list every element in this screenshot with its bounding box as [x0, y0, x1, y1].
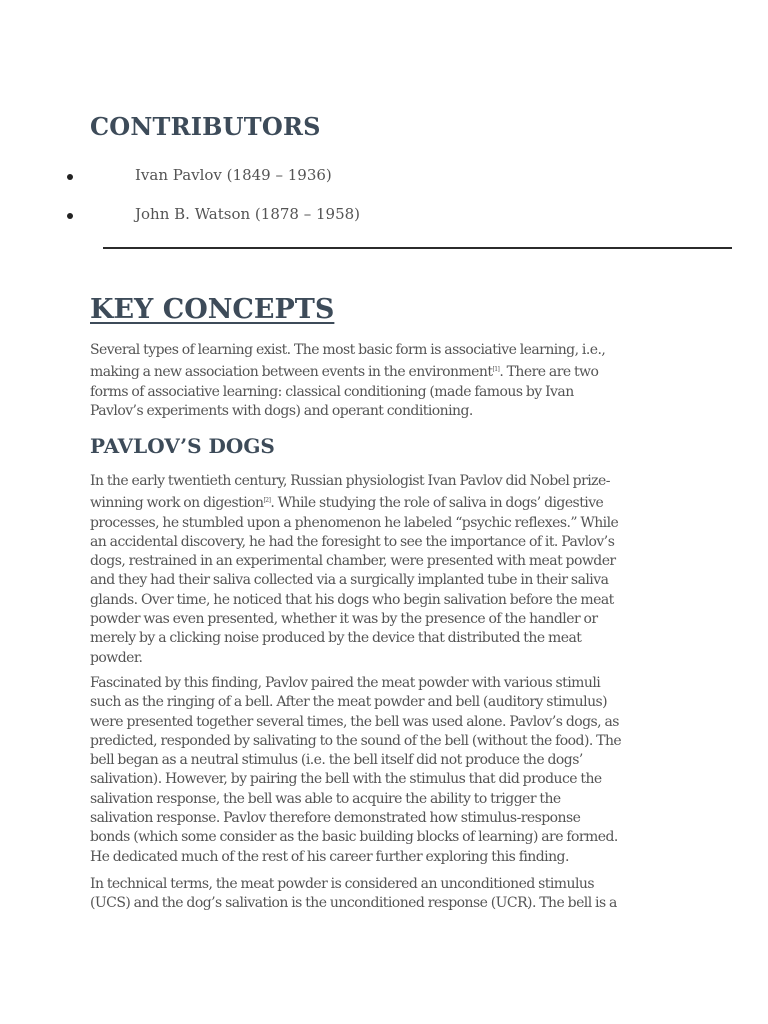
- text-line: bonds (which some consider as the basic building blocks of learning) are formed.: [90, 829, 618, 846]
- pavlovs-dogs-heading: PAVLOV’S DOGS: [90, 434, 275, 458]
- footnote-ref[interactable]: [1]: [492, 366, 500, 374]
- text-line: dogs, restrained in an experimental chamber, were presented with meat powder: [90, 553, 616, 570]
- text-line: salivation response. Pavlov therefore demonstrated how stimulus-response: [90, 810, 581, 827]
- pavlov-paragraph-1: [90, 472, 682, 668]
- list-item: [0, 205, 600, 227]
- text-line: Several types of learning exist. The most basic form is associative learning, i.e.,: [90, 342, 606, 358]
- text-line: such as the ringing of a bell. After the meat powder and bell (auditory stimulus): [90, 694, 608, 711]
- key-concepts-heading: KEY CONCEPTS: [90, 294, 335, 325]
- text-line: powder.: [90, 649, 143, 666]
- text-line: powder was even presented, whether it was by the presence of the handler or: [90, 611, 598, 628]
- text-line: He dedicated much of the rest of his career further exploring this finding.: [90, 848, 569, 865]
- contributors-heading: CONTRIBUTORS: [90, 112, 321, 141]
- pavlov-paragraph-2: [90, 674, 682, 867]
- contributor-name: John B. Watson (1878 – 1958): [135, 205, 361, 223]
- text-line: [90, 491, 682, 513]
- text-line: bell began as a neutral stimulus (i.e. the bell itself did not produce the dogs’: [90, 752, 583, 769]
- text-line: forms of associative learning: classical conditioning (made famous by Ivan: [90, 383, 574, 400]
- text-line: salivation response, the bell was able to acquire the ability to trigger the: [90, 790, 561, 807]
- text-span: . While studying the role of saliva in dogs’ digestive: [270, 495, 604, 512]
- text-span: . There are two: [499, 364, 599, 381]
- text-line: merely by a clicking noise produced by the device that distributed the meat: [90, 630, 582, 647]
- footnote-ref[interactable]: [2]: [263, 497, 271, 505]
- text-line: an accidental discovery, he had the foresight to see the importance of it. Pavlov’s: [90, 533, 615, 550]
- text-span: making a new association between events in the environment: [90, 364, 493, 381]
- section-divider: [103, 247, 732, 249]
- text-line: and they had their saliva collected via a surgically implanted tube in their saliva: [90, 572, 609, 589]
- key-concepts-paragraph: [90, 341, 682, 421]
- list-item: [0, 166, 600, 188]
- bullet-icon: [67, 213, 73, 219]
- text-line: were presented together several times, the bell was used alone. Pavlov’s dogs, as: [90, 713, 619, 730]
- contributor-name: Ivan Pavlov (1849 – 1936): [135, 166, 332, 184]
- text-line: processes, he stumbled upon a phenomenon he labeled “psychic reflexes.” While: [90, 514, 619, 531]
- text-line: Pavlov’s experiments with dogs) and operant conditioning.: [90, 402, 473, 419]
- text-line: In technical terms, the meat powder is considered an unconditioned stimulus: [90, 876, 594, 892]
- text-line: predicted, responded by salivating to the sound of the bell (without the food). The: [90, 732, 622, 749]
- text-span: winning work on digestion: [90, 495, 264, 512]
- text-line: glands. Over time, he noticed that his dogs who begin salivation before the meat: [90, 591, 614, 608]
- bullet-icon: [67, 174, 73, 180]
- text-line: Fascinated by this finding, Pavlov paired the meat powder with various stimuli: [90, 675, 601, 691]
- text-line: (UCS) and the dog’s salivation is the unconditioned response (UCR). The bell is a: [90, 895, 617, 912]
- text-line: salivation). However, by pairing the bell with the stimulus that did produce the: [90, 771, 602, 788]
- text-line: [90, 360, 682, 382]
- pavlov-paragraph-3: [90, 875, 682, 914]
- text-line: In the early twentieth century, Russian physiologist Ivan Pavlov did Nobel prize-: [90, 473, 610, 489]
